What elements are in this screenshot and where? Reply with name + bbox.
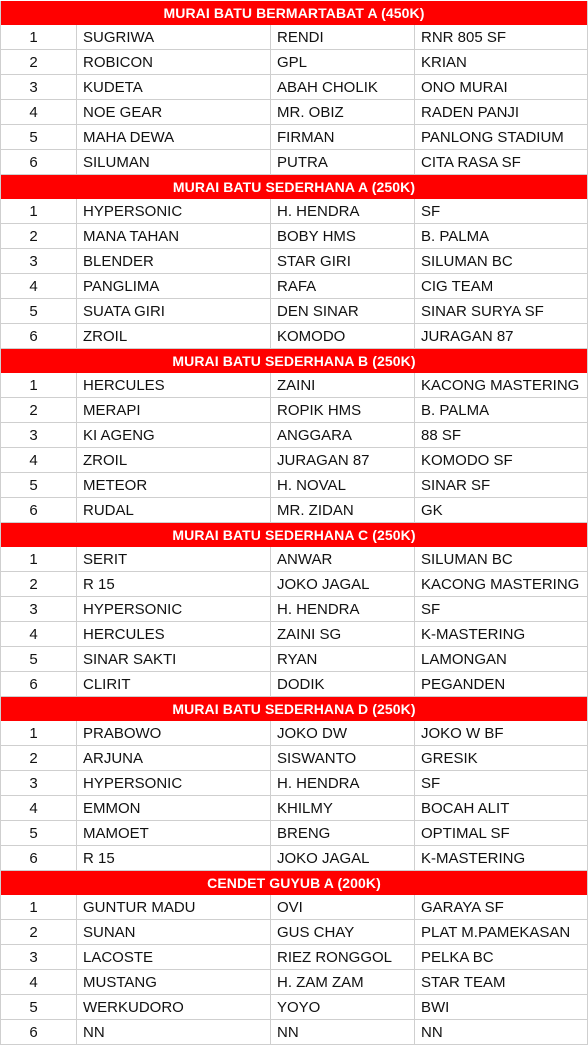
bird-name-cell: HYPERSONIC [76,771,270,795]
rank-cell: 2 [0,50,76,74]
rank-cell: 2 [0,920,76,944]
table-row [0,895,588,920]
owner-name-cell: H. NOVAL [270,473,414,497]
table-row [0,945,588,970]
table-row [0,721,588,746]
rank-cell: 1 [0,199,76,223]
team-name-cell: KOMODO SF [414,448,588,472]
table-row [0,25,588,50]
team-name-cell: 88 SF [414,423,588,447]
team-name-cell: PLAT M.PAMEKASAN [414,920,588,944]
owner-name-cell: ABAH CHOLIK [270,75,414,99]
section-header: CENDET GUYUB A (200K) [0,871,588,895]
rank-cell: 4 [0,970,76,994]
team-name-cell: GARAYA SF [414,895,588,919]
rank-cell: 6 [0,498,76,522]
team-name-cell: GK [414,498,588,522]
bird-name-cell: PANGLIMA [76,274,270,298]
team-name-cell: CIG TEAM [414,274,588,298]
table-row [0,50,588,75]
owner-name-cell: JOKO JAGAL [270,572,414,596]
table-row [0,572,588,597]
team-name-cell: ONO MURAI [414,75,588,99]
rank-cell: 5 [0,299,76,323]
owner-name-cell: RIEZ RONGGOL [270,945,414,969]
owner-name-cell: BRENG [270,821,414,845]
table-row [0,672,588,697]
rank-cell: 2 [0,224,76,248]
team-name-cell: B. PALMA [414,398,588,422]
owner-name-cell: FIRMAN [270,125,414,149]
rank-cell: 5 [0,125,76,149]
team-name-cell: OPTIMAL SF [414,821,588,845]
team-name-cell: PELKA BC [414,945,588,969]
bird-name-cell: MAHA DEWA [76,125,270,149]
bird-name-cell: GUNTUR MADU [76,895,270,919]
bird-name-cell: MANA TAHAN [76,224,270,248]
class-section [0,697,588,871]
bird-name-cell: PRABOWO [76,721,270,745]
bird-name-cell: HYPERSONIC [76,597,270,621]
bird-name-cell: R 15 [76,846,270,870]
rank-cell: 5 [0,995,76,1019]
bird-name-cell: NOE GEAR [76,100,270,124]
team-name-cell: PEGANDEN [414,672,588,696]
table-row [0,970,588,995]
table-row [0,498,588,523]
section-header: MURAI BATU SEDERHANA A (250K) [0,175,588,199]
rank-cell: 5 [0,647,76,671]
owner-name-cell: RYAN [270,647,414,671]
table-row [0,547,588,572]
owner-name-cell: BOBY HMS [270,224,414,248]
bird-name-cell: MAMOET [76,821,270,845]
class-section [0,1,588,175]
owner-name-cell: ZAINI [270,373,414,397]
table-row [0,846,588,871]
rank-cell: 4 [0,100,76,124]
owner-name-cell: ROPIK HMS [270,398,414,422]
team-name-cell: BWI [414,995,588,1019]
owner-name-cell: GUS CHAY [270,920,414,944]
bird-name-cell: SUATA GIRI [76,299,270,323]
section-header: MURAI BATU SEDERHANA C (250K) [0,523,588,547]
rank-cell: 4 [0,622,76,646]
table-row [0,622,588,647]
bird-name-cell: ARJUNA [76,746,270,770]
team-name-cell: K-MASTERING [414,846,588,870]
owner-name-cell: MR. ZIDAN [270,498,414,522]
table-row [0,423,588,448]
table-row [0,125,588,150]
table-row [0,771,588,796]
bird-name-cell: RUDAL [76,498,270,522]
team-name-cell: SILUMAN BC [414,547,588,571]
owner-name-cell: SISWANTO [270,746,414,770]
team-name-cell: JOKO W BF [414,721,588,745]
bird-name-cell: MERAPI [76,398,270,422]
table-row [0,398,588,423]
team-name-cell: KACONG MASTERING [414,373,588,397]
table-row [0,821,588,846]
bird-name-cell: KI AGENG [76,423,270,447]
team-name-cell: SF [414,597,588,621]
owner-name-cell: ZAINI SG [270,622,414,646]
bird-name-cell: HYPERSONIC [76,199,270,223]
team-name-cell: STAR TEAM [414,970,588,994]
table-row [0,448,588,473]
table-row [0,224,588,249]
table-row [0,199,588,224]
rank-cell: 1 [0,721,76,745]
rank-cell: 5 [0,821,76,845]
owner-name-cell: DEN SINAR [270,299,414,323]
rank-cell: 1 [0,373,76,397]
owner-name-cell: JURAGAN 87 [270,448,414,472]
owner-name-cell: H. ZAM ZAM [270,970,414,994]
bird-name-cell: HERCULES [76,373,270,397]
rank-cell: 3 [0,249,76,273]
table-row [0,324,588,349]
team-name-cell: BOCAH ALIT [414,796,588,820]
bird-name-cell: METEOR [76,473,270,497]
team-name-cell: KRIAN [414,50,588,74]
section-header: MURAI BATU SEDERHANA D (250K) [0,697,588,721]
bird-name-cell: SINAR SAKTI [76,647,270,671]
rank-cell: 1 [0,25,76,49]
rank-cell: 6 [0,150,76,174]
bird-name-cell: SUGRIWA [76,25,270,49]
table-row [0,150,588,175]
owner-name-cell: KHILMY [270,796,414,820]
rank-cell: 3 [0,771,76,795]
owner-name-cell: GPL [270,50,414,74]
table-row [0,597,588,622]
team-name-cell: SINAR SURYA SF [414,299,588,323]
team-name-cell: SF [414,199,588,223]
team-name-cell: RADEN PANJI [414,100,588,124]
rank-cell: 3 [0,75,76,99]
table-row [0,274,588,299]
owner-name-cell: H. HENDRA [270,199,414,223]
bird-name-cell: SUNAN [76,920,270,944]
table-row [0,920,588,945]
rank-cell: 6 [0,846,76,870]
rank-cell: 5 [0,473,76,497]
rank-cell: 4 [0,274,76,298]
bird-name-cell: SILUMAN [76,150,270,174]
bird-name-cell: MUSTANG [76,970,270,994]
team-name-cell: GRESIK [414,746,588,770]
rank-cell: 1 [0,895,76,919]
owner-name-cell: JOKO JAGAL [270,846,414,870]
owner-name-cell: H. HENDRA [270,597,414,621]
team-name-cell: PANLONG STADIUM [414,125,588,149]
team-name-cell: CITA RASA SF [414,150,588,174]
owner-name-cell: PUTRA [270,150,414,174]
owner-name-cell: OVI [270,895,414,919]
table-row [0,746,588,771]
bird-name-cell: WERKUDORO [76,995,270,1019]
team-name-cell: SILUMAN BC [414,249,588,273]
table-row [0,995,588,1020]
class-section [0,871,588,1045]
team-name-cell: SINAR SF [414,473,588,497]
bird-name-cell: SERIT [76,547,270,571]
team-name-cell: K-MASTERING [414,622,588,646]
bird-name-cell: BLENDER [76,249,270,273]
owner-name-cell: RAFA [270,274,414,298]
class-section [0,175,588,349]
class-section [0,523,588,697]
rank-cell: 3 [0,945,76,969]
table-row [0,647,588,672]
team-name-cell: SF [414,771,588,795]
owner-name-cell: ANGGARA [270,423,414,447]
team-name-cell: JURAGAN 87 [414,324,588,348]
bird-name-cell: ZROIL [76,324,270,348]
bird-name-cell: EMMON [76,796,270,820]
bird-name-cell: ZROIL [76,448,270,472]
owner-name-cell: DODIK [270,672,414,696]
owner-name-cell: YOYO [270,995,414,1019]
bird-name-cell: ROBICON [76,50,270,74]
bird-name-cell: KUDETA [76,75,270,99]
table-row [0,75,588,100]
rank-cell: 2 [0,746,76,770]
rank-cell: 4 [0,448,76,472]
owner-name-cell: MR. OBIZ [270,100,414,124]
table-row [0,373,588,398]
rank-cell: 6 [0,324,76,348]
team-name-cell: RNR 805 SF [414,25,588,49]
section-header: MURAI BATU BERMARTABAT A (450K) [0,1,588,25]
team-name-cell: LAMONGAN [414,647,588,671]
owner-name-cell: STAR GIRI [270,249,414,273]
table-row [0,796,588,821]
bird-name-cell: NN [76,1020,270,1044]
rank-cell: 6 [0,672,76,696]
owner-name-cell: JOKO DW [270,721,414,745]
table-row [0,100,588,125]
table-row [0,1020,588,1045]
section-header: MURAI BATU SEDERHANA B (250K) [0,349,588,373]
rank-cell: 1 [0,547,76,571]
team-name-cell: KACONG MASTERING [414,572,588,596]
rank-cell: 3 [0,423,76,447]
owner-name-cell: RENDI [270,25,414,49]
bird-name-cell: CLIRIT [76,672,270,696]
rank-cell: 2 [0,398,76,422]
owner-name-cell: KOMODO [270,324,414,348]
rank-cell: 6 [0,1020,76,1044]
table-row [0,473,588,498]
team-name-cell: B. PALMA [414,224,588,248]
owner-name-cell: ANWAR [270,547,414,571]
table-row [0,299,588,324]
rank-cell: 3 [0,597,76,621]
table-row [0,249,588,274]
team-name-cell: NN [414,1020,588,1044]
bird-name-cell: R 15 [76,572,270,596]
class-section [0,349,588,523]
rank-cell: 2 [0,572,76,596]
owner-name-cell: H. HENDRA [270,771,414,795]
bird-name-cell: LACOSTE [76,945,270,969]
rank-cell: 4 [0,796,76,820]
bird-name-cell: HERCULES [76,622,270,646]
owner-name-cell: NN [270,1020,414,1044]
